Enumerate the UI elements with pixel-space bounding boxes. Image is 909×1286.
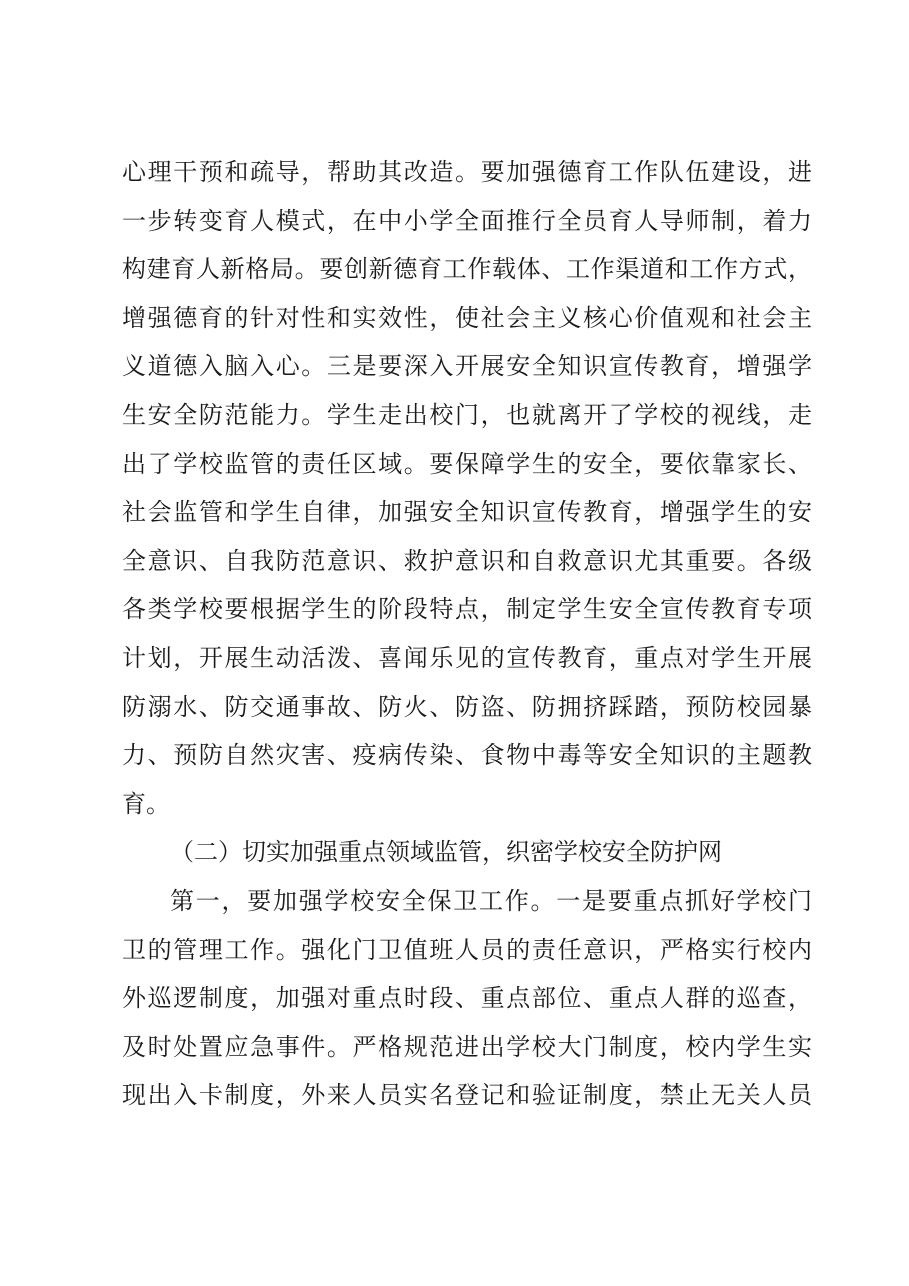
section-heading: （二）切实加强重点领域监管，织密学校安全防护网	[170, 838, 722, 867]
text-line: 防溺水、防交通事故、防火、防盗、防拥挤踩踏，预防校园暴	[122, 692, 812, 721]
text-line: 第一，要加强学校安全保卫工作。一是要重点抓好学校门	[170, 886, 812, 915]
text-line: 出了学校监管的责任区域。要保障学生的安全，要依靠家长、	[122, 449, 812, 478]
text-line: 心理干预和疏导，帮助其改造。要加强德育工作队伍建设，进	[122, 158, 812, 186]
text-line: 增强德育的针对性和实效性，使社会主义核心价值观和社会主	[122, 303, 812, 332]
text-line: 育。	[122, 789, 170, 818]
text-line: 全意识、自我防范意识、救护意识和自救意识尤其重要。各级	[122, 546, 812, 575]
text-line: 义道德入脑入心。三是要深入开展安全知识宣传教育，增强学	[122, 352, 812, 381]
text-line: 及时处置应急事件。严格规范进出学校大门制度，校内学生实	[122, 1032, 812, 1061]
text-line: 计划，开展生动活泼、喜闻乐见的宣传教育，重点对学生开展	[122, 643, 812, 672]
text-line: 外巡逻制度，加强对重点时段、重点部位、重点人群的巡查，	[122, 984, 812, 1013]
text-line: 构建育人新格局。要创新德育工作载体、工作渠道和工作方式，	[122, 255, 812, 284]
text-line: 一步转变育人模式，在中小学全面推行全员育人导师制，着力	[122, 206, 812, 235]
text-line: 现出入卡制度，外来人员实名登记和验证制度，禁止无关人员	[122, 1081, 812, 1110]
text-line: 卫的管理工作。强化门卫值班人员的责任意识，严格实行校内	[122, 935, 812, 964]
text-line: 生安全防范能力。学生走出校门，也就离开了学校的视线，走	[122, 400, 812, 429]
document-body	[122, 148, 812, 1120]
text-line: 各类学校要根据学生的阶段特点，制定学生安全宣传教育专项	[122, 595, 812, 624]
text-line: 力、预防自然灾害、疫病传染、食物中毒等安全知识的主题教	[122, 741, 812, 770]
text-line: 社会监管和学生自律，加强安全知识宣传教育，增强学生的安	[122, 498, 812, 527]
